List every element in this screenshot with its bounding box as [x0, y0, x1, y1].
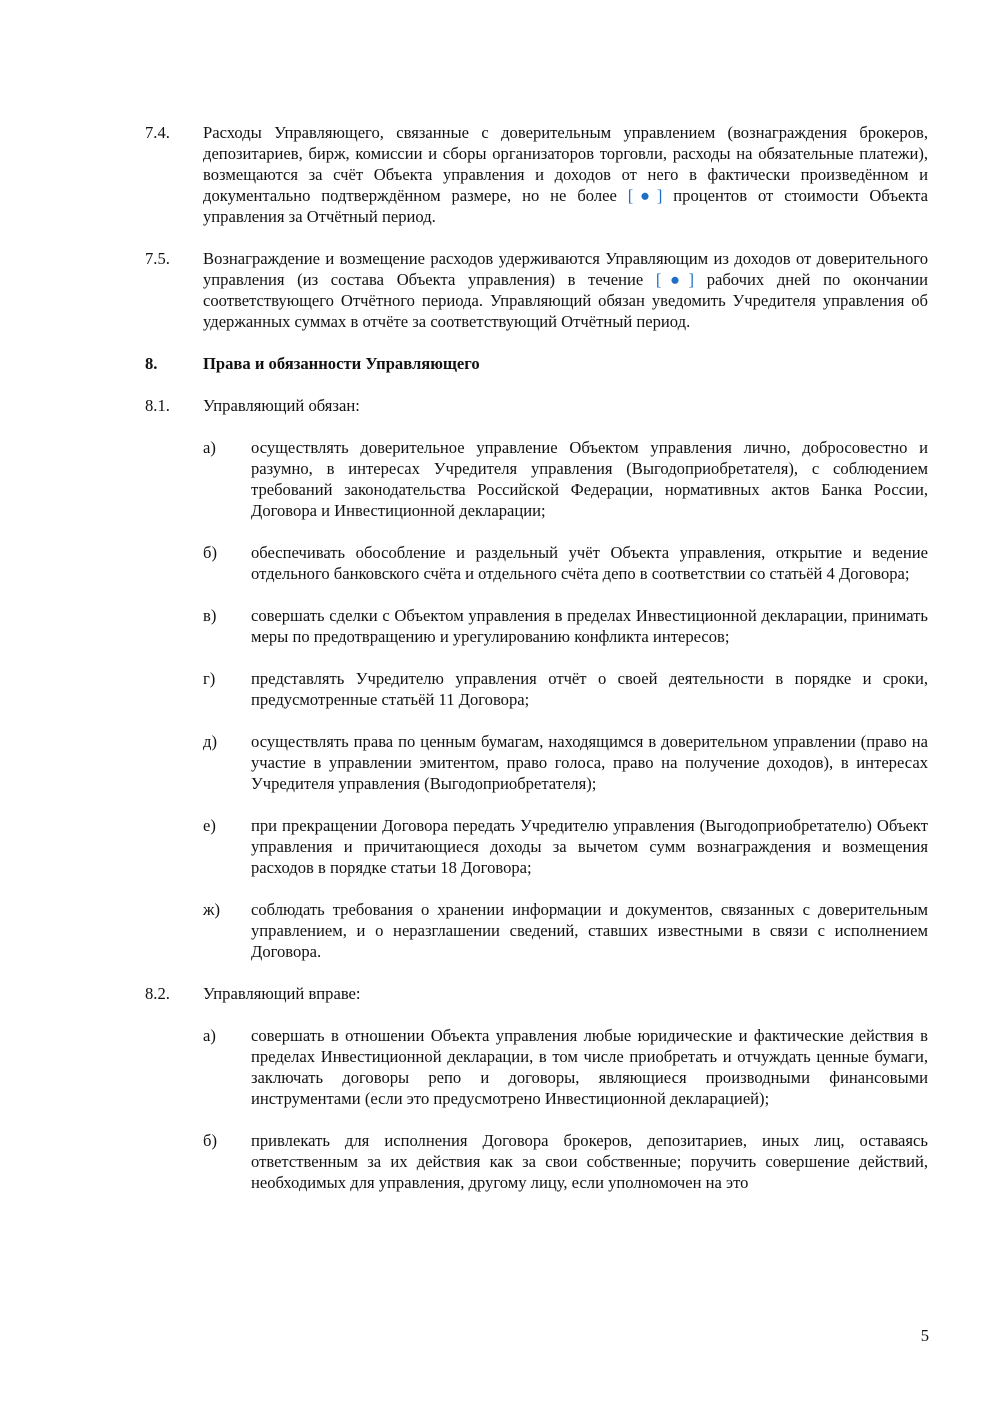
list-item	[203, 731, 928, 794]
section-title: Права и обязанности Управляющего	[203, 354, 480, 373]
clause-number: 8.1.	[145, 396, 170, 415]
list-item	[203, 1130, 928, 1193]
clause-text-part: Расходы Управляющего, связанные с доверительным управлением (вознаграждения брокеров, депозитариев, бирж, комиссии и сборы организаторов торговли, расходы на обязательные платежи), возмещаются за счёт Объекта управления и доходов от него в фактически произведённом и документально подтверждённом размере, но не более	[203, 123, 928, 205]
clause-number: 8.2.	[145, 984, 170, 1003]
placeholder-marker: [●]	[627, 186, 663, 205]
section-heading-8	[145, 353, 928, 374]
clause-number: 7.4.	[145, 123, 170, 142]
item-letter: д)	[203, 732, 217, 751]
clause-8-2-items	[203, 1025, 928, 1193]
clause-text: Управляющий обязан:	[203, 396, 360, 415]
item-text: совершать сделки с Объектом управления в пределах Инвестиционной декларации, принимать меры по предотвращению и урегулированию конфликта интересов;	[251, 606, 928, 646]
clause-8-1-items	[203, 437, 928, 962]
clause-text-part: процентов от стоимости Объекта управления за Отчётный период.	[203, 186, 929, 226]
clause-7-5	[145, 248, 928, 332]
list-item	[203, 899, 928, 962]
list-item	[203, 542, 928, 584]
item-text: привлекать для исполнения Договора брокеров, депозитариев, иных лиц, оставаясь ответственным за их действия как за свои собственные; поручить совершение действий, необходимых для управления, другому лицу, если уполномочен на это	[251, 1131, 928, 1192]
page-content	[145, 122, 928, 1193]
clause-text	[203, 122, 928, 227]
clause-number: 7.5.	[145, 249, 170, 268]
page-number: 5	[920, 1326, 929, 1345]
section-number: 8.	[145, 354, 158, 373]
item-letter: б)	[203, 1131, 217, 1150]
item-text: соблюдать требования о хранении информации и документов, связанных с доверительным управлением, и о неразглашении сведений, ставших известными в связи с исполнением Договора.	[251, 900, 928, 961]
item-text: осуществлять права по ценным бумагам, находящимся в доверительном управлении (право на участие в управлении эмитентом, право голоса, право на получение доходов), в интересах Учредителя управления (Выгодоприобретателя);	[251, 732, 928, 793]
item-text: совершать в отношении Объекта управления любые юридические и фактические действия в пределах Инвестиционной декларации, в том числе приобретать и отчуждать ценные бумаги, заключать договоры репо и договоры, являющиеся производными финансовыми инструментами (если это предусмотрено Инвестиционной декларацией);	[251, 1026, 928, 1108]
list-item	[203, 605, 928, 647]
clause-8-1	[145, 395, 928, 416]
clause-text	[203, 248, 928, 332]
list-item	[203, 437, 928, 521]
item-letter: а)	[203, 438, 216, 457]
item-letter: е)	[203, 816, 216, 835]
clause-text-part: Вознаграждение и возмещение расходов удерживаются Управляющим из доходов от доверительного управления (из состава Объекта управления) в течение	[203, 249, 928, 289]
list-item	[203, 1025, 928, 1109]
item-text: осуществлять доверительное управление Объектом управления лично, добросовестно и разумно, в интересах Учредителя управления (Выгодоприобретателя), с соблюдением требований законодательства Российской Федерации, нормативных актов Банка России, Договора и Инвестиционной декларации;	[251, 438, 928, 520]
item-text: представлять Учредителю управления отчёт о своей деятельности в порядке и сроки, предусмотренные статьёй 11 Договора;	[251, 669, 928, 709]
list-item	[203, 668, 928, 710]
item-text: при прекращении Договора передать Учредителю управления (Выгодоприобретателю) Объект управления и причитающиеся доходы за вычетом сумм вознаграждения и возмещения расходов в порядке статьи 18 Договора;	[251, 816, 928, 877]
clause-text-part: рабочих дней по окончании соответствующего Отчётного периода. Управляющий обязан уведомить Учредителя управления об удержанных суммах в отчёте за соответствующий Отчётный период.	[203, 270, 928, 331]
clause-text: Управляющий вправе:	[203, 984, 361, 1003]
item-letter: г)	[203, 669, 216, 688]
clause-7-4	[145, 122, 928, 227]
item-letter: ж)	[203, 900, 220, 919]
item-letter: а)	[203, 1026, 216, 1045]
list-item	[203, 815, 928, 878]
item-text: обеспечивать обособление и раздельный учёт Объекта управления, открытие и ведение отдельного банковского счёта и отдельного счёта депо в соответствии со статьёй 4 Договора;	[251, 543, 928, 583]
item-letter: в)	[203, 606, 217, 625]
clause-8-2	[145, 983, 928, 1004]
placeholder-marker: [●]	[655, 270, 695, 289]
item-letter: б)	[203, 543, 217, 562]
